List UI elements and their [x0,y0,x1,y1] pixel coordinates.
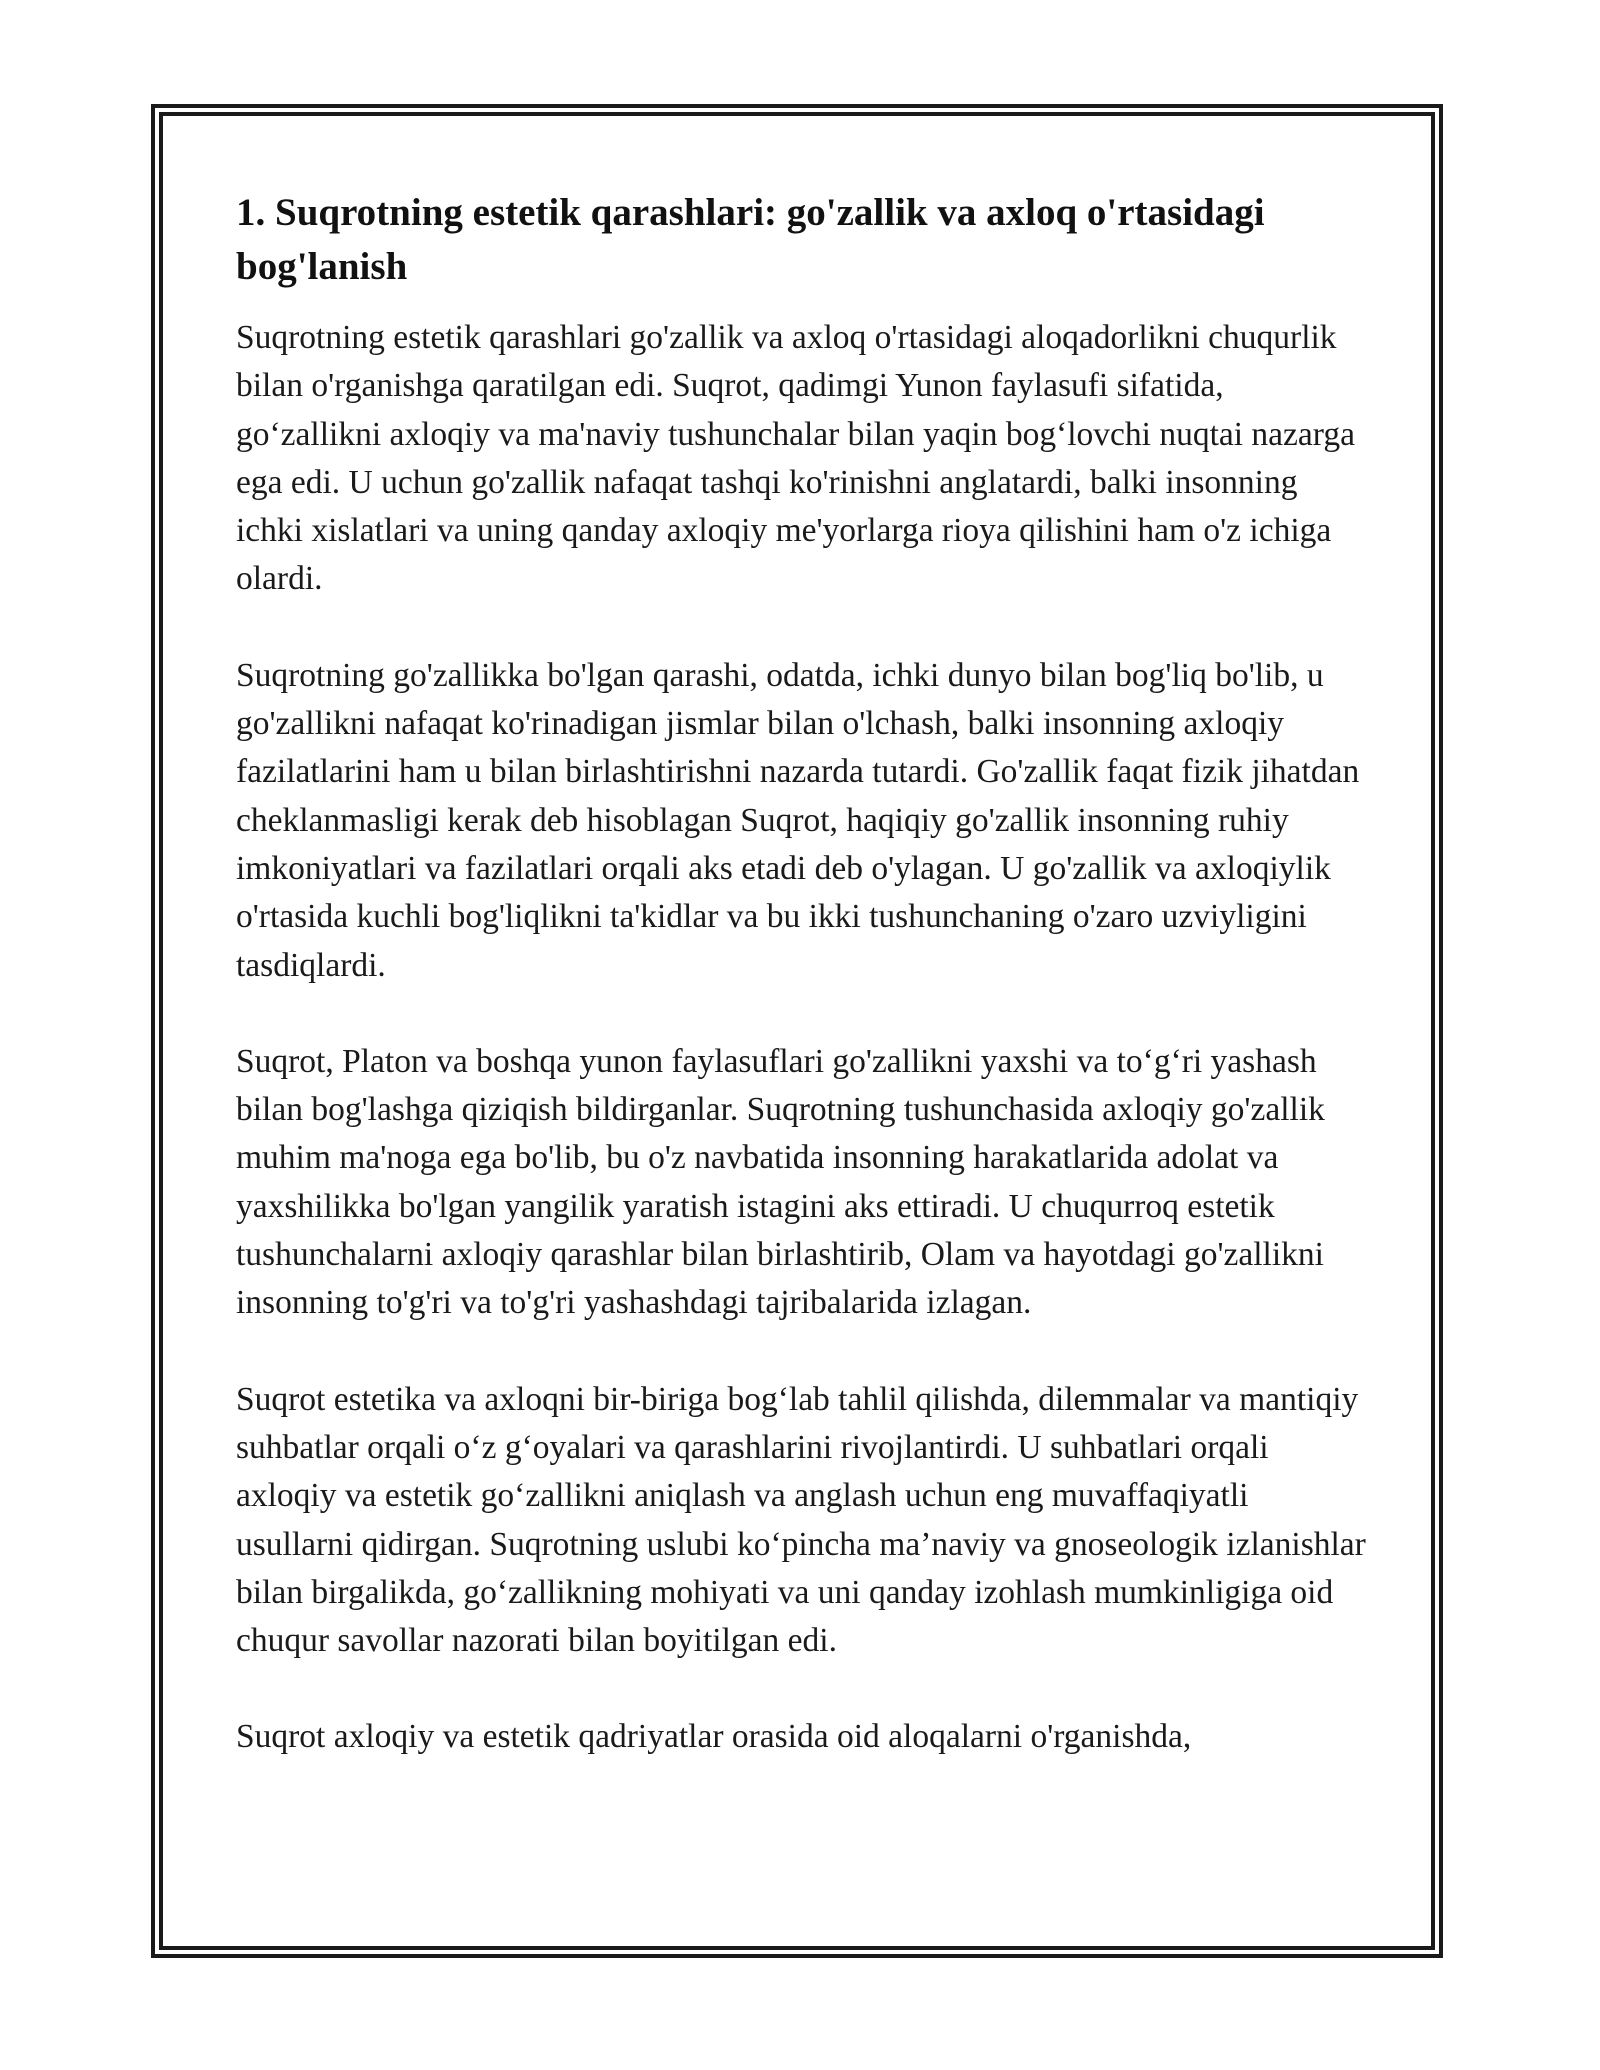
section-heading: 1. Suqrotning estetik qarashlari: go'zallik va axloq o'rtasidagi bog'lanish [236,191,1265,288]
document-body [236,186,1366,1810]
paragraph-2: Suqrotning go'zallikka bo'lgan qarashi, odatda, ichki dunyo bilan bog'liq bo'lib, u go'zallikni nafaqat ko'rinadigan jismlar bilan o'lchash, balki insonning axloqiy fazilatlarini ham u bilan birlashtirishni nazarda tutardi. Go'zallik faqat fizik jihatdan cheklanmasligi kerak deb hisoblagan Suqrot, haqiqiy go'zallik insonning ruhiy imkoniyatlari va fazilatlari orqali aks etadi deb o'ylagan. U go'zallik va axloqiylik o'rtasida kuchli bog'liqlikni ta'kidlar va bu ikki tushunchaning o'zaro uzviyligini tasdiqlardi. [236,656,1360,984]
paragraph-3: Suqrot, Platon va boshqa yunon faylasuflari go'zallikni yaxshi va to‘g‘ri yashash bilan bog'lashga qiziqish bildirganlar. Suqrotning tushunchasida axloqiy go'zallik muhim ma'noga ega bo'lib, bu o'z navbatida insonning harakatlarida adolat va yaxshilikka bo'lgan yangilik yaratish istagini aks ettiradi. U chuqurroq estetik tushunchalarni axloqiy qarashlar bilan birlashtirib, Olam va hayotdagi go'zallikni insonning to'g'ri va to'g'ri yashashdagi tajribalarida izlagan. [236,1042,1325,1322]
paragraph-5: Suqrot axloqiy va estetik qadriyatlar orasida oid aloqalarni o'rganishda, [236,1718,1192,1756]
paragraph-1: Suqrotning estetik qarashlari go'zallik va axloq o'rtasidagi aloqadorlikni chuqurlik bilan o'rganishga qaratilgan edi. Suqrot, qadimgi Yunon faylasufi sifatida, go‘zallikni axloqiy va ma'naviy tushunchalar bilan yaqin bog‘lovchi nuqtai nazarga ega edi. U uchun go'zallik nafaqat tashqi ko'rinishni anglatardi, balki insonning ichki xislatlari va uning qanday axloqiy me'yorlarga rioya qilishini ham o'z ichiga olardi. [236,319,1355,598]
paragraph-4: Suqrot estetika va axloqni bir-biriga bog‘lab tahlil qilishda, dilemmalar va mantiqiy suhbatlar orqali o‘z g‘oyalari va qarashlarini rivojlantirdi. U suhbatlari orqali axloqiy va estetik go‘zallikni aniqlash va anglash uchun eng muvaffaqiyatli usullarni qidirgan. Suqrotning uslubi ko‘pincha ma’naviy va gnoseologik izlanishlar bilan birgalikda, go‘zallikning mohiyati va uni qanday izohlash mumkinligiga oid chuqur savollar nazorati bilan boyitilgan edi. [236,1380,1366,1660]
